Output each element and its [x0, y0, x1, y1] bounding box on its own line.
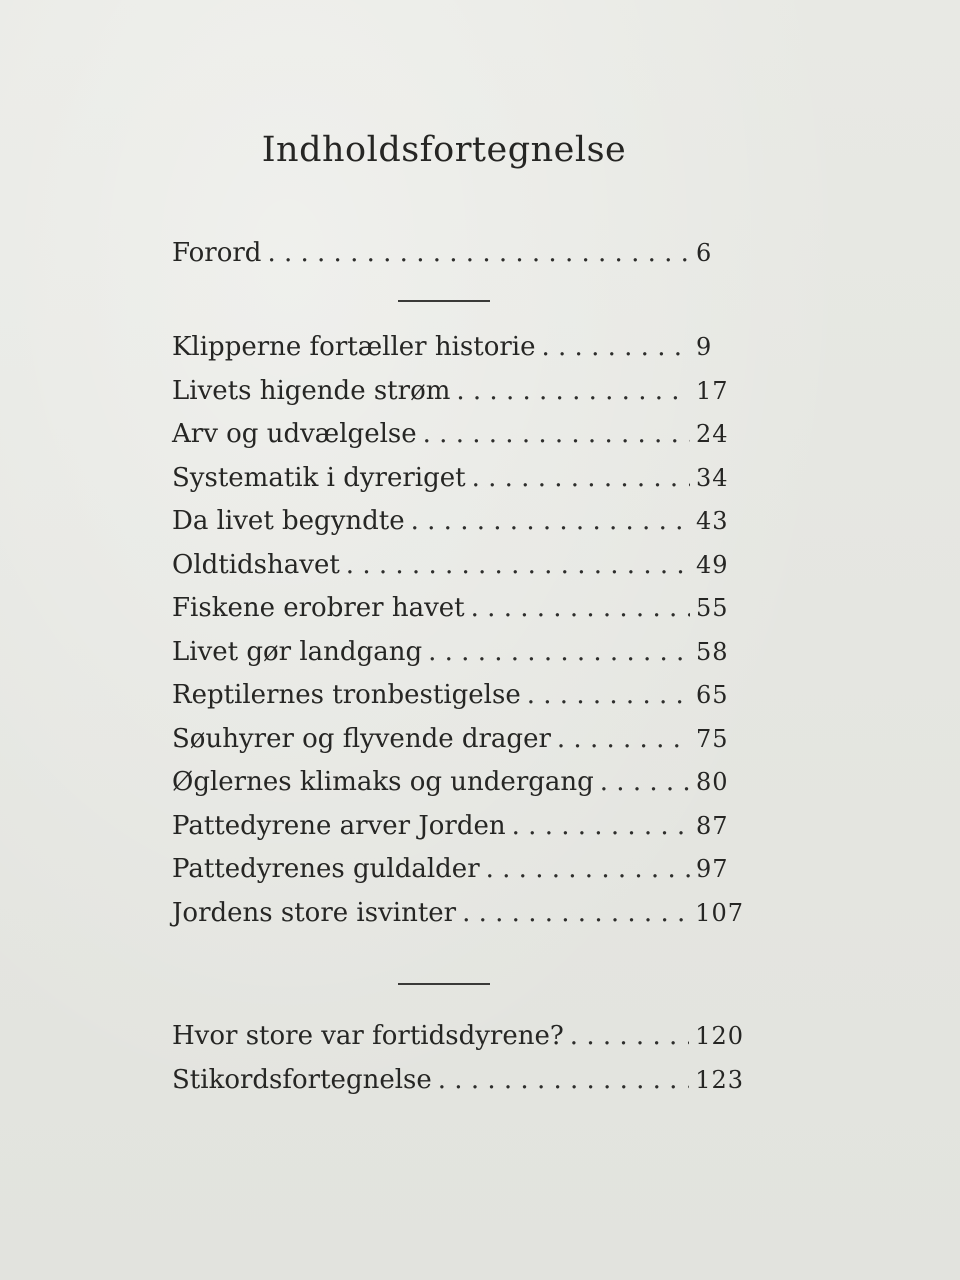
toc-entry-label: Forord: [172, 238, 262, 268]
toc-entry-page: 49: [696, 550, 729, 579]
toc-entry-page: 58: [696, 637, 729, 666]
toc-entry-page: 17: [696, 376, 729, 405]
toc-entry: [172, 506, 744, 550]
toc-entry-label: Systematik i dyreriget: [172, 462, 466, 493]
dot-leader: [557, 724, 690, 754]
toc-entry-label: Livets higende strøm: [172, 375, 451, 406]
dot-leader: [512, 811, 690, 841]
toc-entry: [172, 1065, 744, 1109]
toc-entry-forord: [172, 238, 744, 282]
toc-entry-page: 75: [696, 724, 729, 753]
dot-leader: [527, 680, 690, 710]
dot-leader: [267, 238, 690, 268]
toc-entry-page: 87: [696, 811, 729, 840]
toc-entry-label: Stikordsfortegnelse: [172, 1065, 432, 1095]
toc-entry: [172, 463, 744, 507]
dot-leader: [456, 376, 690, 406]
toc-entry-page: 97: [696, 855, 729, 883]
table-of-contents: [172, 238, 744, 1109]
toc-entry-page: 120: [695, 1022, 744, 1050]
dot-leader: [472, 463, 690, 493]
dot-leader: [428, 637, 690, 667]
toc-entry-label: Pattedyrenes guldalder: [172, 854, 480, 884]
toc-front-matter: [172, 238, 744, 282]
toc-entry-label: Søuhyrer og flyvende drager: [172, 723, 551, 754]
toc-entry-page: 34: [696, 463, 729, 492]
toc-entry-page: 123: [695, 1066, 744, 1094]
toc-entry: [172, 332, 744, 376]
toc-entry-page: 55: [696, 594, 729, 622]
toc-entry: [172, 854, 744, 898]
dot-leader: [542, 332, 691, 362]
toc-entry: [172, 637, 744, 681]
section-divider: [398, 983, 490, 985]
dot-leader: [411, 506, 690, 536]
toc-entry-page: 9: [696, 333, 713, 361]
toc-entry-page: 43: [696, 507, 729, 535]
toc-entry: [172, 550, 744, 594]
toc-entry-label: Fiskene erobrer havet: [172, 593, 465, 623]
toc-chapters: [172, 332, 744, 941]
toc-entry: [172, 811, 744, 855]
toc-entry-page: 80: [696, 768, 729, 796]
toc-entry: [172, 898, 744, 942]
dot-leader: [471, 593, 690, 623]
toc-entry: [172, 680, 744, 724]
toc-entry-page: 6: [696, 239, 713, 267]
section-divider: [398, 300, 490, 302]
toc-entry: [172, 767, 744, 811]
dot-leader: [486, 854, 690, 884]
dot-leader: [423, 419, 690, 449]
toc-entry-label: Pattedyrene arver Jorden: [172, 810, 506, 841]
toc-entry-page: 24: [696, 420, 729, 448]
dot-leader: [438, 1065, 689, 1095]
toc-entry-page: 107: [695, 898, 744, 927]
toc-entry: [172, 419, 744, 463]
page-title: Indholdsfortegnelse: [261, 130, 627, 170]
toc-entry-label: Oldtidshavet: [172, 549, 340, 580]
dot-leader: [600, 767, 690, 797]
toc-back-matter: [172, 1021, 744, 1109]
toc-entry: [172, 1021, 744, 1065]
toc-entry-label: Reptilernes tronbestigelse: [172, 680, 521, 710]
toc-entry-label: Jordens store isvinter: [172, 897, 457, 928]
dot-leader: [346, 550, 690, 580]
toc-entry-label: Øglernes klimaks og undergang: [172, 767, 594, 797]
toc-entry: [172, 724, 744, 768]
toc-entry: [172, 593, 744, 637]
dot-leader: [462, 898, 689, 928]
toc-entry: [172, 376, 744, 420]
dot-leader: [570, 1021, 689, 1051]
toc-entry-label: Hvor store var fortidsdyrene?: [172, 1021, 564, 1051]
toc-entry-label: Arv og udvælgelse: [172, 419, 417, 449]
toc-entry-label: Livet gør landgang: [172, 636, 423, 667]
toc-entry-label: Da livet begyndte: [172, 506, 405, 536]
toc-entry-label: Klipperne fortæller historie: [172, 332, 536, 362]
toc-entry-page: 65: [696, 681, 729, 709]
